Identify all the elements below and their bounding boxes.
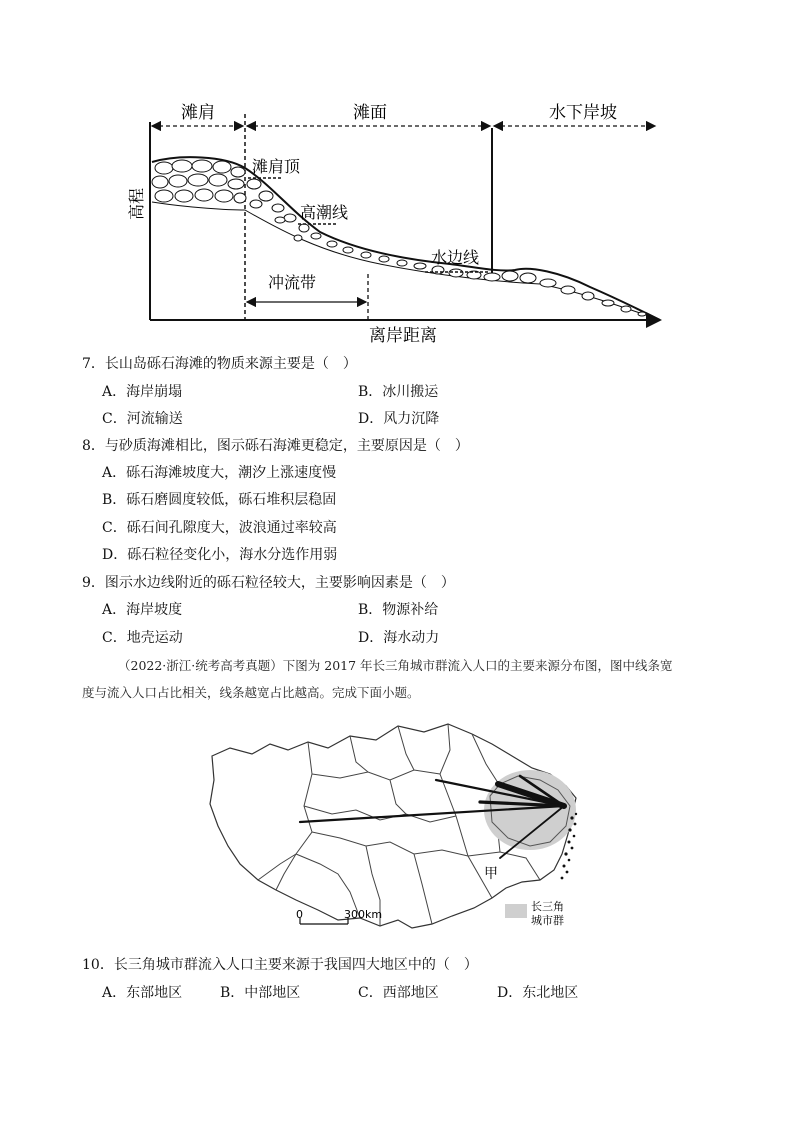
zone-underwater-slope: 水下岸坡 — [549, 103, 617, 123]
question-7-option-c: C．河流输送 — [102, 411, 183, 427]
legend-line-2: 城市群 — [531, 914, 564, 927]
question-8-stem: 8．与砂质海滩相比，图示砾石海滩更稳定，主要原因是（ ） — [82, 438, 469, 454]
population-source-map — [200, 714, 600, 936]
question-7-option-a: A．海岸崩塌 — [102, 384, 183, 400]
question-9-option-b: B．物源补给 — [358, 602, 439, 618]
question-8-option-a: A．砾石海滩坡度大，潮汐上涨速度慢 — [102, 465, 337, 481]
gravel-stones — [152, 160, 646, 316]
question-9-option-c: C．地壳运动 — [102, 630, 183, 646]
beach-profile-diagram — [120, 92, 680, 350]
label-elevation: 高程 — [127, 187, 146, 221]
label-shoulder-top: 滩肩顶 — [252, 157, 301, 176]
question-10-option-b: B．中部地区 — [220, 985, 301, 1001]
question-7-option-b: B．冰川搬运 — [358, 384, 439, 400]
question-7-stem: 7．长山岛砾石海滩的物质来源主要是（ ） — [82, 356, 357, 372]
zone-beach-face: 滩面 — [353, 103, 387, 123]
question-9-stem: 9．图示水边线附近的砾石粒径较大，主要影响因素是（ ） — [82, 575, 455, 591]
question-8-option-d: D．砾石粒径变化小，海水分选作用弱 — [102, 547, 338, 563]
question-9-option-d: D．海水动力 — [358, 630, 440, 646]
scale-distance: 300km — [344, 908, 383, 921]
label-distance: 离岸距离 — [369, 326, 437, 346]
legend-swatch — [505, 904, 527, 918]
question-10-stem: 10．长三角城市群流入人口主要来源于我国四大地区中的（ ） — [82, 957, 478, 973]
zone-beach-shoulder: 滩肩 — [181, 103, 215, 123]
label-waterline: 水边线 — [431, 248, 480, 267]
question-10-option-c: C．西部地区 — [358, 985, 439, 1001]
passage-line-1-text: 下图为 2017 年长三角城市群流入人口的主要来源分布图，图中线条宽 — [282, 658, 673, 673]
legend-line-1: 长三角 — [531, 900, 564, 913]
question-7-option-d: D．风力沉降 — [358, 411, 440, 427]
label-jia: 甲 — [484, 866, 498, 882]
question-8-option-b: B．砾石磨圆度较低，砾石堆积层稳固 — [102, 492, 337, 508]
passage-line-1 — [118, 656, 758, 676]
question-9-option-a: A．海岸坡度 — [102, 602, 183, 618]
label-swash-zone: 冲流带 — [267, 273, 317, 292]
question-10-option-a: A．东部地区 — [102, 985, 183, 1001]
passage-source: （2022·浙江·统考高考真题） — [118, 658, 283, 673]
question-8-option-c: C．砾石间孔隙度大，波浪通过率较高 — [102, 520, 337, 536]
passage-line-2: 度与流入人口占比相关，线条越宽占比越高。完成下面小题。 — [82, 685, 420, 700]
label-high-tide-line: 高潮线 — [300, 203, 349, 222]
question-10-option-d: D．东北地区 — [497, 985, 579, 1001]
scale-zero: 0 — [296, 908, 303, 921]
